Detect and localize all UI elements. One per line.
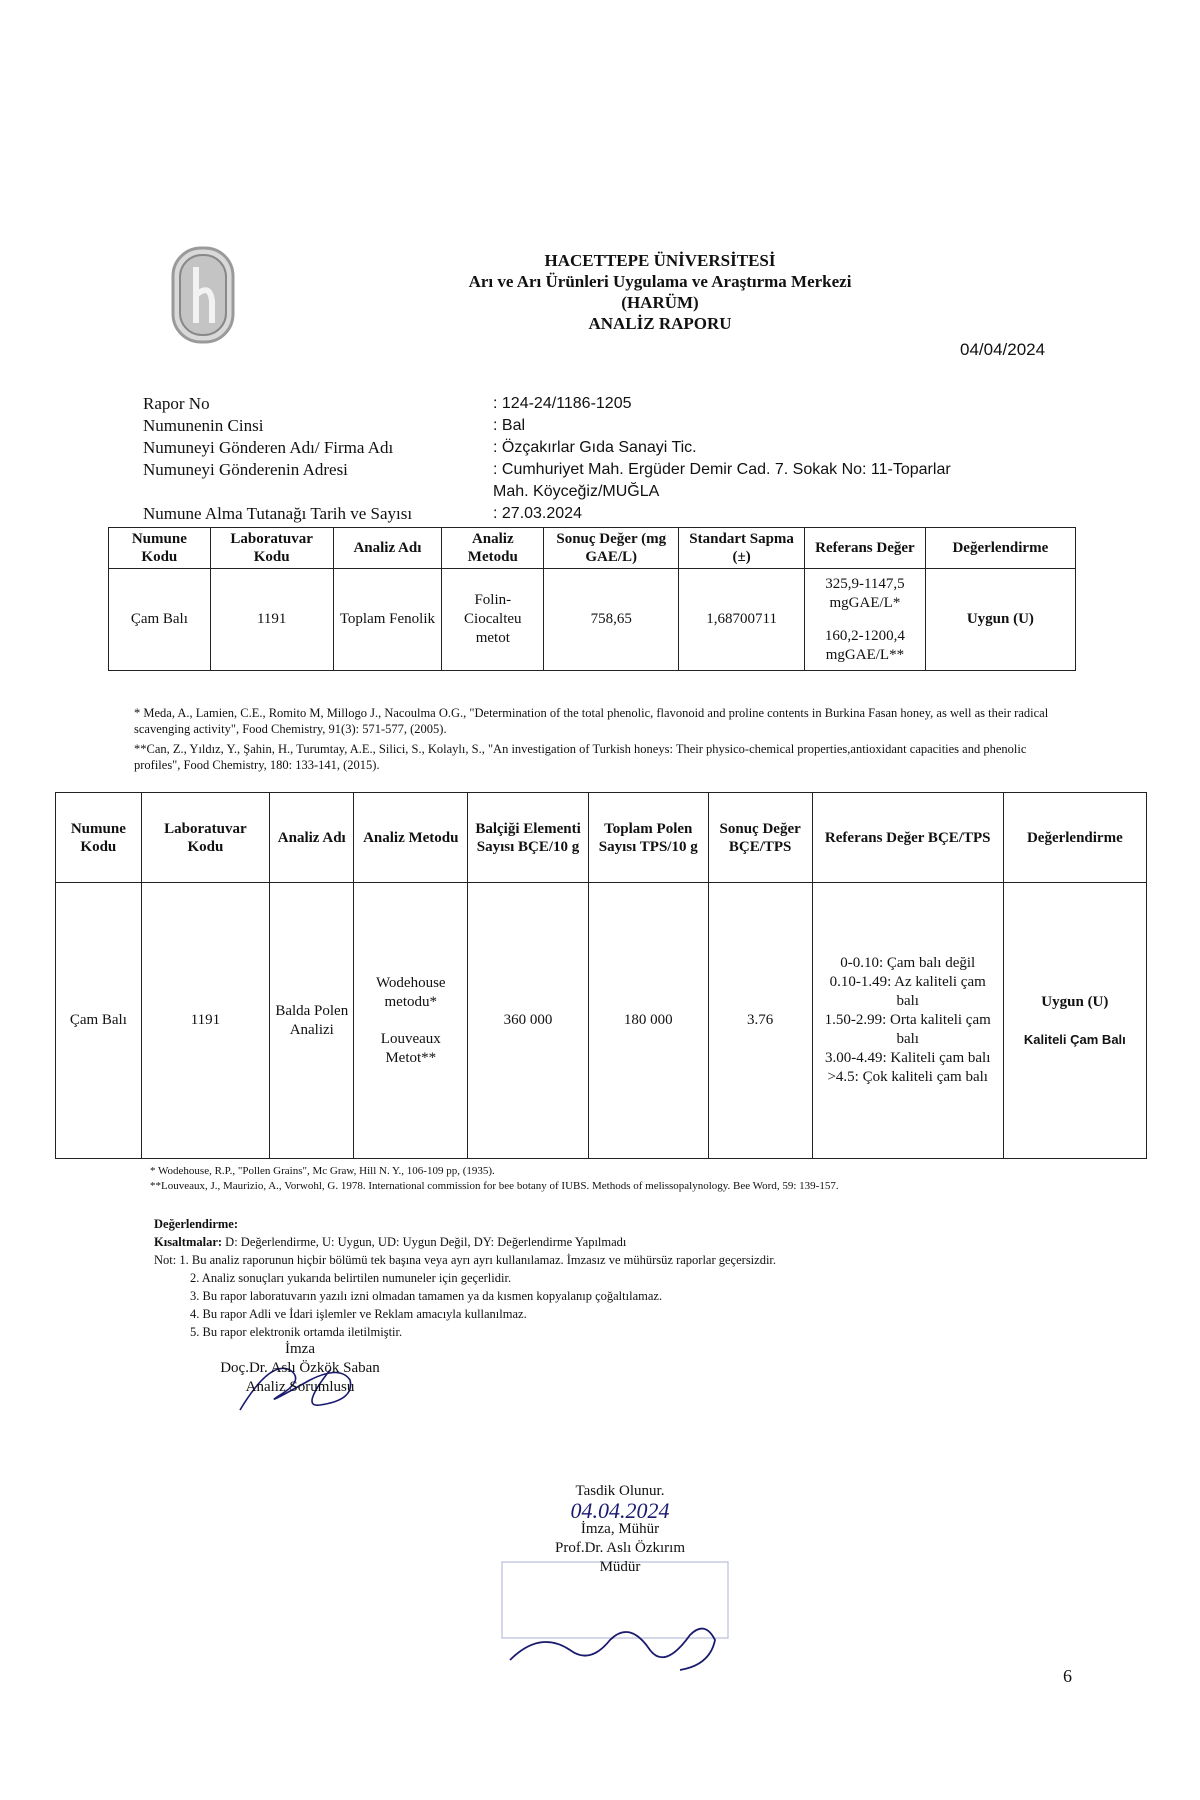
note-item: 4. Bu rapor Adli ve İdari işlemler ve Reklam amacıyla kullanılmaz. — [190, 1307, 527, 1321]
col-header: Laboratuvar Kodu — [210, 528, 333, 569]
report-title: ANALİZ RAPORU — [588, 314, 732, 333]
approval-label: Tasdik Olunur. — [575, 1483, 665, 1499]
note-item: 1. Bu analiz raporunun hiçbir bölümü tek başına veya ayrı ayrı kullanılamaz. İmzasız ve mühürsüz raporlar geçersizdir. — [179, 1253, 777, 1267]
table1-footnote-1: * Meda, A., Lamien, C.E., Romito M, Millogo J., Nacoulma O.G., "Determination of the total phenolic, flavonoid and proline contents in Burkina Fasan honey, as well as their radical scavenging activity", Food Chemistry, 91(3): 571-577, (2005). — [134, 706, 1049, 736]
col-header: Standart Sapma (±) — [679, 528, 805, 569]
evaluation-notes — [154, 1215, 1054, 1341]
col-header: Balçiği Elementi Sayısı BÇE/10 g — [468, 793, 589, 883]
director-signature — [480, 1482, 760, 1577]
table2-footnote-1: * Wodehouse, R.P., "Pollen Grains", Mc Graw, Hill N. Y., 106-109 pp, (1935). — [150, 1165, 495, 1177]
meta-value: Mah. Köyceğiz/MUĞLA — [493, 483, 660, 500]
analyst-role: Analiz Sorumlusu — [245, 1379, 355, 1395]
cell-numune: Çam Balı — [109, 569, 211, 671]
cell-tps: 180 000 — [588, 883, 708, 1159]
page-number: 6 — [1063, 1666, 1072, 1686]
reference-line: >4.5: Çok kaliteli çam balı — [827, 1069, 988, 1085]
meta-label: Numunenin Cinsi — [143, 416, 264, 435]
meta-value: : Özçakırlar Gıda Sanayi Tic. — [493, 439, 697, 456]
col-header: Analiz Metodu — [354, 793, 468, 883]
center-abbr: (HARÜM) — [621, 293, 699, 312]
university-name: HACETTEPE ÜNİVERSİTESİ — [544, 251, 776, 270]
cell-analiz: Toplam Fenolik — [333, 569, 442, 671]
meta-row — [143, 415, 1093, 437]
table-row — [56, 883, 1147, 1159]
note-label: Not: — [154, 1253, 177, 1267]
cell-sonuc: 758,65 — [544, 569, 679, 671]
center-name: Arı ve Arı Ürünleri Uygulama ve Araştırma Merkezi — [468, 272, 852, 291]
handwritten-date: 04.04.2024 — [570, 1498, 670, 1523]
col-header: Değerlendirme — [925, 528, 1075, 569]
meta-label: Numuneyi Gönderen Adı/ Firma Adı — [143, 438, 394, 457]
signature-label: İmza, Mühür — [580, 1521, 660, 1537]
meta-row — [143, 503, 1093, 525]
cell-lab: 1191 — [210, 569, 333, 671]
reference-line: 1.50-2.99: Orta kaliteli çam balı — [824, 1012, 991, 1047]
phenolic-table — [108, 527, 1076, 671]
cell-numune: Çam Balı — [56, 883, 142, 1159]
analyst-name: Doç.Dr. Aslı Özkök Saban — [220, 1360, 380, 1376]
cell-degerlendirme: Uygun (U) — [925, 569, 1075, 671]
report-header — [380, 250, 940, 334]
meta-label: Rapor No — [143, 394, 210, 413]
meta-row — [143, 437, 1093, 459]
meta-label — [143, 481, 493, 503]
report-date: 04/04/2024 — [960, 340, 1046, 359]
col-header: Toplam Polen Sayısı TPS/10 g — [588, 793, 708, 883]
note-item: 3. Bu rapor laboratuvarın yazılı izni olmadan tamamen ya da kısmen kopyalanıp çoğaltılamaz. — [190, 1289, 663, 1303]
evaluation-result: Uygun (U) — [1041, 993, 1109, 1010]
meta-label: Numune Alma Tutanağı Tarih ve Sayısı — [143, 504, 413, 523]
table2-footnote-2: **Louveaux, J., Maurizio, A., Vorwohl, G. 1978. International commission for bee botany of IUBS. Methods of melissopalynology. Bee Word, 59: 139-157. — [150, 1180, 839, 1192]
meta-row — [143, 459, 1093, 481]
meta-value: : Cumhuriyet Mah. Ergüder Demir Cad. 7. Sokak No: 11-Toparlar — [493, 461, 951, 478]
col-header: Referans Değer — [805, 528, 926, 569]
col-header: Numune Kodu — [56, 793, 142, 883]
cell-lab: 1191 — [141, 883, 269, 1159]
reference-1: 325,9-1147,5 mgGAE/L* — [825, 575, 905, 611]
signature-label: İmza — [285, 1341, 315, 1357]
reference-line: 3.00-4.49: Kaliteli çam balı — [825, 1050, 991, 1066]
meta-value: : 27.03.2024 — [493, 505, 582, 522]
table-header-row — [109, 528, 1076, 569]
report-meta — [143, 393, 1093, 525]
cell-bce: 360 000 — [468, 883, 589, 1159]
reference-2: 160,2-1200,4 mgGAE/L** — [824, 627, 905, 663]
meta-value: : Bal — [493, 417, 526, 434]
abbr-label: Kısaltmalar: — [154, 1235, 223, 1249]
note-item: 5. Bu rapor elektronik ortamda iletilmiştir. — [190, 1325, 403, 1339]
col-header: Referans Değer BÇE/TPS — [812, 793, 1003, 883]
cell-referans — [805, 569, 926, 671]
col-header: Numune Kodu — [109, 528, 211, 569]
university-logo — [170, 245, 236, 345]
col-header: Laboratuvar Kodu — [141, 793, 269, 883]
meta-row — [143, 393, 1093, 415]
table-header-row — [56, 793, 1147, 883]
pollen-table — [55, 792, 1147, 1159]
method-1: Wodehouse metodu* — [375, 974, 446, 1010]
method-2: Louveaux Metot** — [380, 1030, 441, 1066]
cell-metod — [354, 883, 468, 1159]
reference-line: 0.10-1.49: Az kaliteli çam balı — [829, 974, 986, 1009]
director-role: Müdür — [599, 1559, 641, 1575]
col-header: Analiz Metodu — [442, 528, 544, 569]
abbr-text: D: Değerlendirme, U: Uygun, UD: Uygun Değil, DY: Değerlendirme Yapılmadı — [225, 1235, 627, 1249]
analyst-signature — [180, 1340, 420, 1397]
col-header: Sonuç Değer (mg GAE/L) — [544, 528, 679, 569]
cell-sonuc: 3.76 — [708, 883, 812, 1159]
director-name: Prof.Dr. Aslı Özkırım — [555, 1540, 685, 1556]
meta-row — [143, 481, 1093, 503]
cell-analiz: Balda Polen Analizi — [270, 883, 354, 1159]
quality-label: Kaliteli Çam Balı — [1023, 1031, 1126, 1047]
reference-line: 0-0.10: Çam balı değil — [840, 955, 976, 971]
col-header: Sonuç Değer BÇE/TPS — [708, 793, 812, 883]
cell-degerlendirme — [1003, 883, 1146, 1159]
cell-sapma: 1,68700711 — [679, 569, 805, 671]
col-header: Analiz Adı — [333, 528, 442, 569]
table1-footnote-2: **Can, Z., Yıldız, Y., Şahin, H., Turumtay, A.E., Silici, S., Kolaylı, S., "An investigation of Turkish honeys: Their physico-chemical properties,antioxidant capacities and phenolic profiles", Food Chemistry, 180: 133-141, (2015). — [134, 742, 1027, 772]
cell-referans — [812, 883, 1003, 1159]
notes-title: Değerlendirme: — [154, 1217, 238, 1231]
col-header: Değerlendirme — [1003, 793, 1146, 883]
cell-metod: Folin-Ciocalteu metot — [442, 569, 544, 671]
meta-label: Numuneyi Gönderenin Adresi — [143, 460, 348, 479]
table-row — [109, 569, 1076, 671]
col-header: Analiz Adı — [270, 793, 354, 883]
signature-scribble-2 — [500, 1610, 730, 1685]
note-item: 2. Analiz sonuçları yukarıda belirtilen numuneler için geçerlidir. — [190, 1271, 512, 1285]
meta-value: : 124-24/1186-1205 — [493, 395, 632, 412]
